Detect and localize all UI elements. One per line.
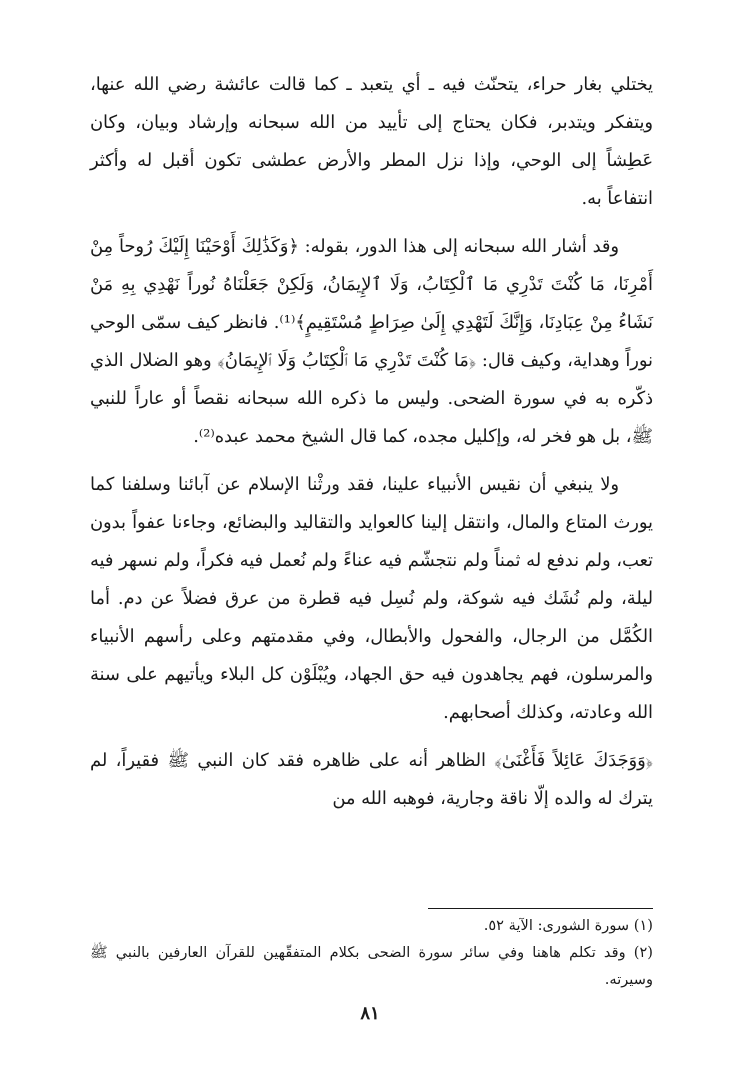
paragraph-4: ﴿وَوَجَدَكَ عَائِلاً فَأَغْنَىٰ﴾ الظاهر أنه على ظاهره فقد كان النبي ﷺ فقيراً، لم يترك له والده إلّا ناقة وجارية، فوهبه الله من: [90, 750, 653, 809]
footnote-separator: [428, 908, 653, 909]
paragraph-1: يختلي بغار حراء، يتحنّث فيه ـ أي يتعبد ـ كما قالت عائشة رضي الله عنها، ويتفكر ويتدبر، فكان يحتاج إلى تأييد من الله سبحانه وإرشاد وبيان، وكان عَطِشاً إلى الوحي، وإذا نزل المطر والأرض عطشى تكون أقبل له وأكثر انتفاعاً به.: [90, 74, 653, 209]
footnote-2: (٢) وقد تكلم هاهنا وفي سائر سورة الضحى بكلام المتفقّهين للقرآن العارفين بالنبي ﷺ وسيرته.: [90, 944, 653, 988]
page-number: ٨١: [360, 1003, 380, 1024]
footnote-1: (١) سورة الشورى: الآية ٥٢.: [483, 917, 653, 934]
paragraph-3: ولا ينبغي أن نقيس الأنبياء علينا، فقد ورثْنا الإسلام عن آبائنا وسلفنا كما يورث المتاع والمال، وانتقل إلينا كالعوايد والتقاليد والبضائع، وجاءنا عفواً بدون تعب، ولم ندفع له ثمناً ولم نتجشّم فيه عناءً ولم نُعمل فيه فكراً، ولم نسهر فيه ليلة، ولم نُشَك فيه شوكة، ولم نُسِل فيه قطرة من عرق فضلاً عن دم. أما الكُمَّل من الرجال، والفحول والأبطال، وفي مقدمتهم وعلى رأسهم الأنبياء والمرسلون، فهم يجاهدون فيه حق الجهاد، ويُبْلَوْن كل البلاء ويأتيهم على سنة الله وعادته، وكذلك أصحابهم.: [90, 474, 653, 723]
footnotes: [90, 912, 653, 993]
paragraph-2: وقد أشار الله سبحانه إلى هذا الدور، بقوله: ﴿وَكَذَٰلِكَ أَوْحَيْنَا إِلَيْكَ رُوحاً مِنْ أَمْرِنَا، مَا كُنْتَ تَدْرِي مَا ٱلْكِتَابُ، وَلَا ٱلإِيمَانُ، وَلَكِنْ جَعَلْنَاهُ نُوراً نَهْدِي بِهِ مَنْ نَشَاءُ مِنْ عِبَادِنَا، وَإِنَّكَ لَتَهْدِي إِلَىٰ صِرَاطٍ مُسْتَقِيمٍ﴾⁽¹⁾. فانظر كيف سمّى الوحي نوراً وهداية، وكيف قال: ﴿مَا كُنْتَ تَدْرِي مَا ٱلْكِتَابُ وَلَا ٱلإِيمَانُ﴾ وهو الضلال الذي ذكّره به في سورة الضحى. وليس ما ذكره الله سبحانه نقصاً أو عاراً للنبي ﷺ، بل هو فخر له، وإكليل مجده، كما قال الشيخ محمد عبده⁽²⁾.: [90, 236, 654, 447]
main-text: [90, 66, 653, 818]
